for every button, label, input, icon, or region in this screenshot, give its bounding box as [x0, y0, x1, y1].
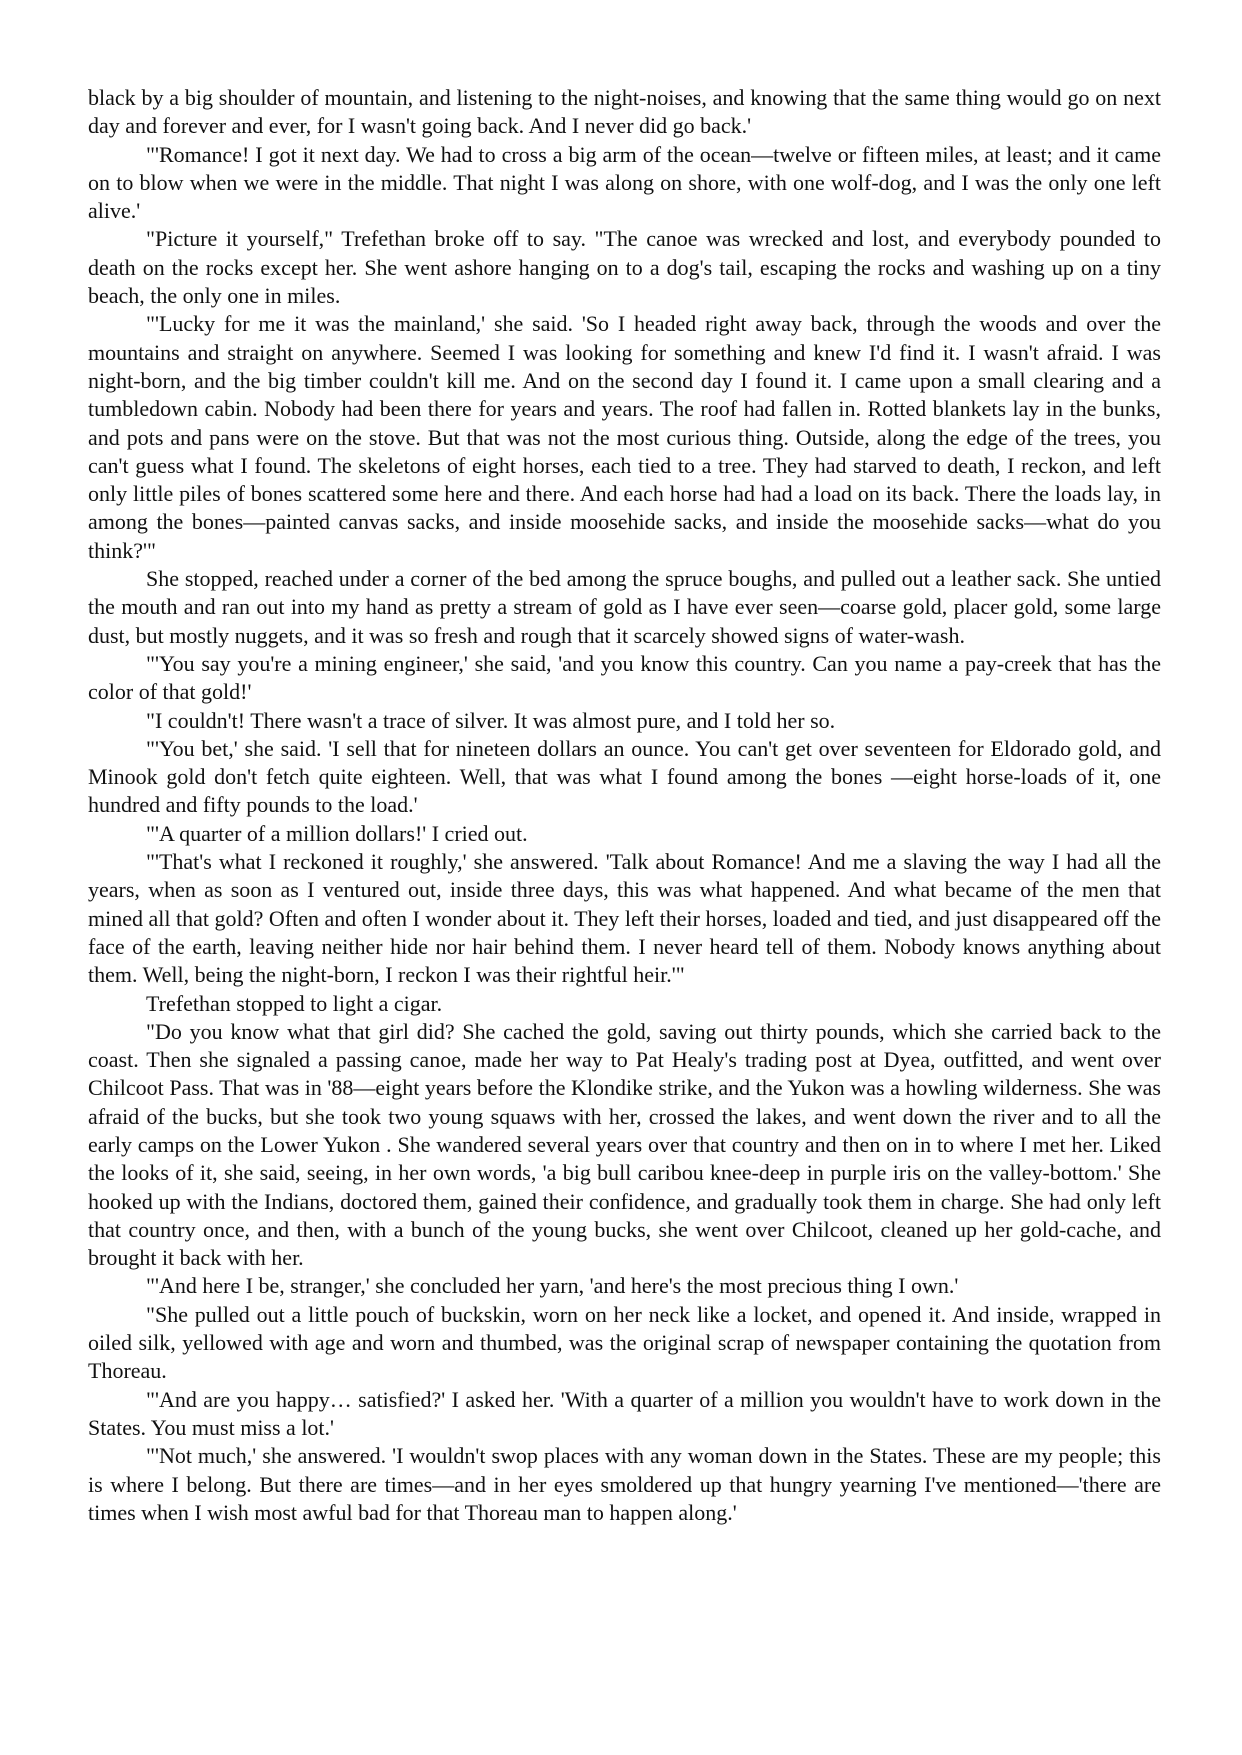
paragraph-9: "'A quarter of a million dollars!' I cried out.: [146, 820, 528, 846]
paragraph-14: "She pulled out a little pouch of buckskin, worn on her neck like a locket, and opened it. And inside, wrapped in oiled silk, yellowed with age and worn and thumbed, was the original scrap of newspaper containing the quotation from Thoreau.: [88, 1301, 1161, 1384]
paragraph-12: "Do you know what that girl did? She cached the gold, saving out thirty pounds, which she carried back to the coast. Then she signaled a passing canoe, made her way to Pat Healy's trading post at Dyea, outfitted, and went over Chilcoot Pass. That was in '88—eight years before the Klondike strike, and the Yukon was a howling wilderness. She was afraid of the bucks, but she took two young squaws with her, crossed the lakes, and went down the river and to all the early camps on the Lower Yukon . She wandered several years over that country and then on in to where I met her. Liked the looks of it, she said, seeing, in her own words, 'a big bull caribou knee-deep in purple iris on the valley-bottom.' She hooked up with the Indians, doctored them, gained their confidence, and gradually took them in charge. She had only left that country once, and then, with a bunch of the young bucks, she went over Chilcoot, cleaned up her gold-cache, and brought it back with her.: [88, 1018, 1161, 1271]
paragraph-13: "'And here I be, stranger,' she concluded her yarn, 'and here's the most precious thing I own.': [146, 1273, 959, 1299]
paragraph-8: "'You bet,' she said. 'I sell that for nineteen dollars an ounce. You can't get over seventeen for Eldorado gold, and Minook gold don't fetch quite eighteen. Well, that was what I found among the bones —eight horse-loads of it, one hundred and fifty pounds to the load.': [88, 735, 1161, 818]
paragraph-3: "Picture it yourself," Trefethan broke off to say. "The canoe was wrecked and lost, and everybody pounded to death on the rocks except her. She went ashore hanging on to a dog's tail, escaping the rocks and washing up on a tiny beach, the only one in miles.: [88, 226, 1161, 309]
paragraph-2: "'Romance! I got it next day. We had to cross a big arm of the ocean—twelve or fifteen miles, at least; and it came on to blow when we were in the middle. That night I was along on shore, with one wolf-dog, and I was the only one left alive.': [88, 141, 1161, 224]
paragraph-11: Trefethan stopped to light a cigar.: [146, 990, 443, 1016]
paragraph-1: black by a big shoulder of mountain, and listening to the night-noises, and knowing that the same thing would go on next day and forever and ever, for I wasn't going back. And I never did go back.': [88, 85, 1161, 139]
paragraph-6: "'You say you're a mining engineer,' she said, 'and you know this country. Can you name a pay-creek that has the color of that gold!': [88, 650, 1161, 705]
paragraph-5: She stopped, reached under a corner of the bed among the spruce boughs, and pulled out a leather sack. She untied the mouth and ran out into my hand as pretty a stream of gold as I have ever seen—coarse gold, placer gold, some large dust, but mostly nuggets, and it was so fresh and rough that it scarcely showed signs of water-wash.: [88, 566, 1161, 648]
paragraph-7: "I couldn't! There wasn't a trace of silver. It was almost pure, and I told her so.: [146, 707, 836, 733]
paragraph-16: "'Not much,' she answered. 'I wouldn't swop places with any woman down in the States. These are my people; this is where I belong. But there are times—and in her eyes smoldered up that hungry yearning I've mentioned—'there are times when I wish most awful bad for that Thoreau man to happen along.': [88, 1443, 1161, 1525]
paragraph-4: "'Lucky for me it was the mainland,' she said. 'So I headed right away back, through the woods and over the mountains and straight on anywhere. Seemed I was looking for something and knew I'd find it. I wasn't afraid. I was night-born, and the big timber couldn't kill me. And on the second day I found it. I came upon a small clearing and a tumbledown cabin. Nobody had been there for years and years. The roof had fallen in. Rotted blankets lay in the bunks, and pots and pans were on the stove. But that was not the most curious thing. Outside, along the edge of the trees, you can't guess what I found. The skeletons of eight horses, each tied to a tree. They had starved to death, I reckon, and left only little piles of bones scattered some here and there. And each horse had had a load on its back. There the loads lay, in among the bones—painted canvas sacks, and inside moosehide sacks, and inside the moosehide sacks—what do you think?'": [88, 311, 1161, 563]
paragraph-10: "'That's what I reckoned it roughly,' she answered. 'Talk about Romance! And me a slaving the way I had all the years, when as soon as I ventured out, inside three days, this was what happened. And what became of the men that mined all that gold? Often and often I wonder about it. They left their horses, loaded and tied, and just disappeared off the face of the earth, leaving neither hide nor hair behind them. I never heard tell of them. Nobody knows anything about them. Well, being the night-born, I reckon I was their rightful heir.'": [88, 849, 1161, 988]
paragraph-15: "'And are you happy… satisfied?' I asked her. 'With a quarter of a million you wouldn't have to work down in the States. You must miss a lot.': [88, 1386, 1161, 1440]
